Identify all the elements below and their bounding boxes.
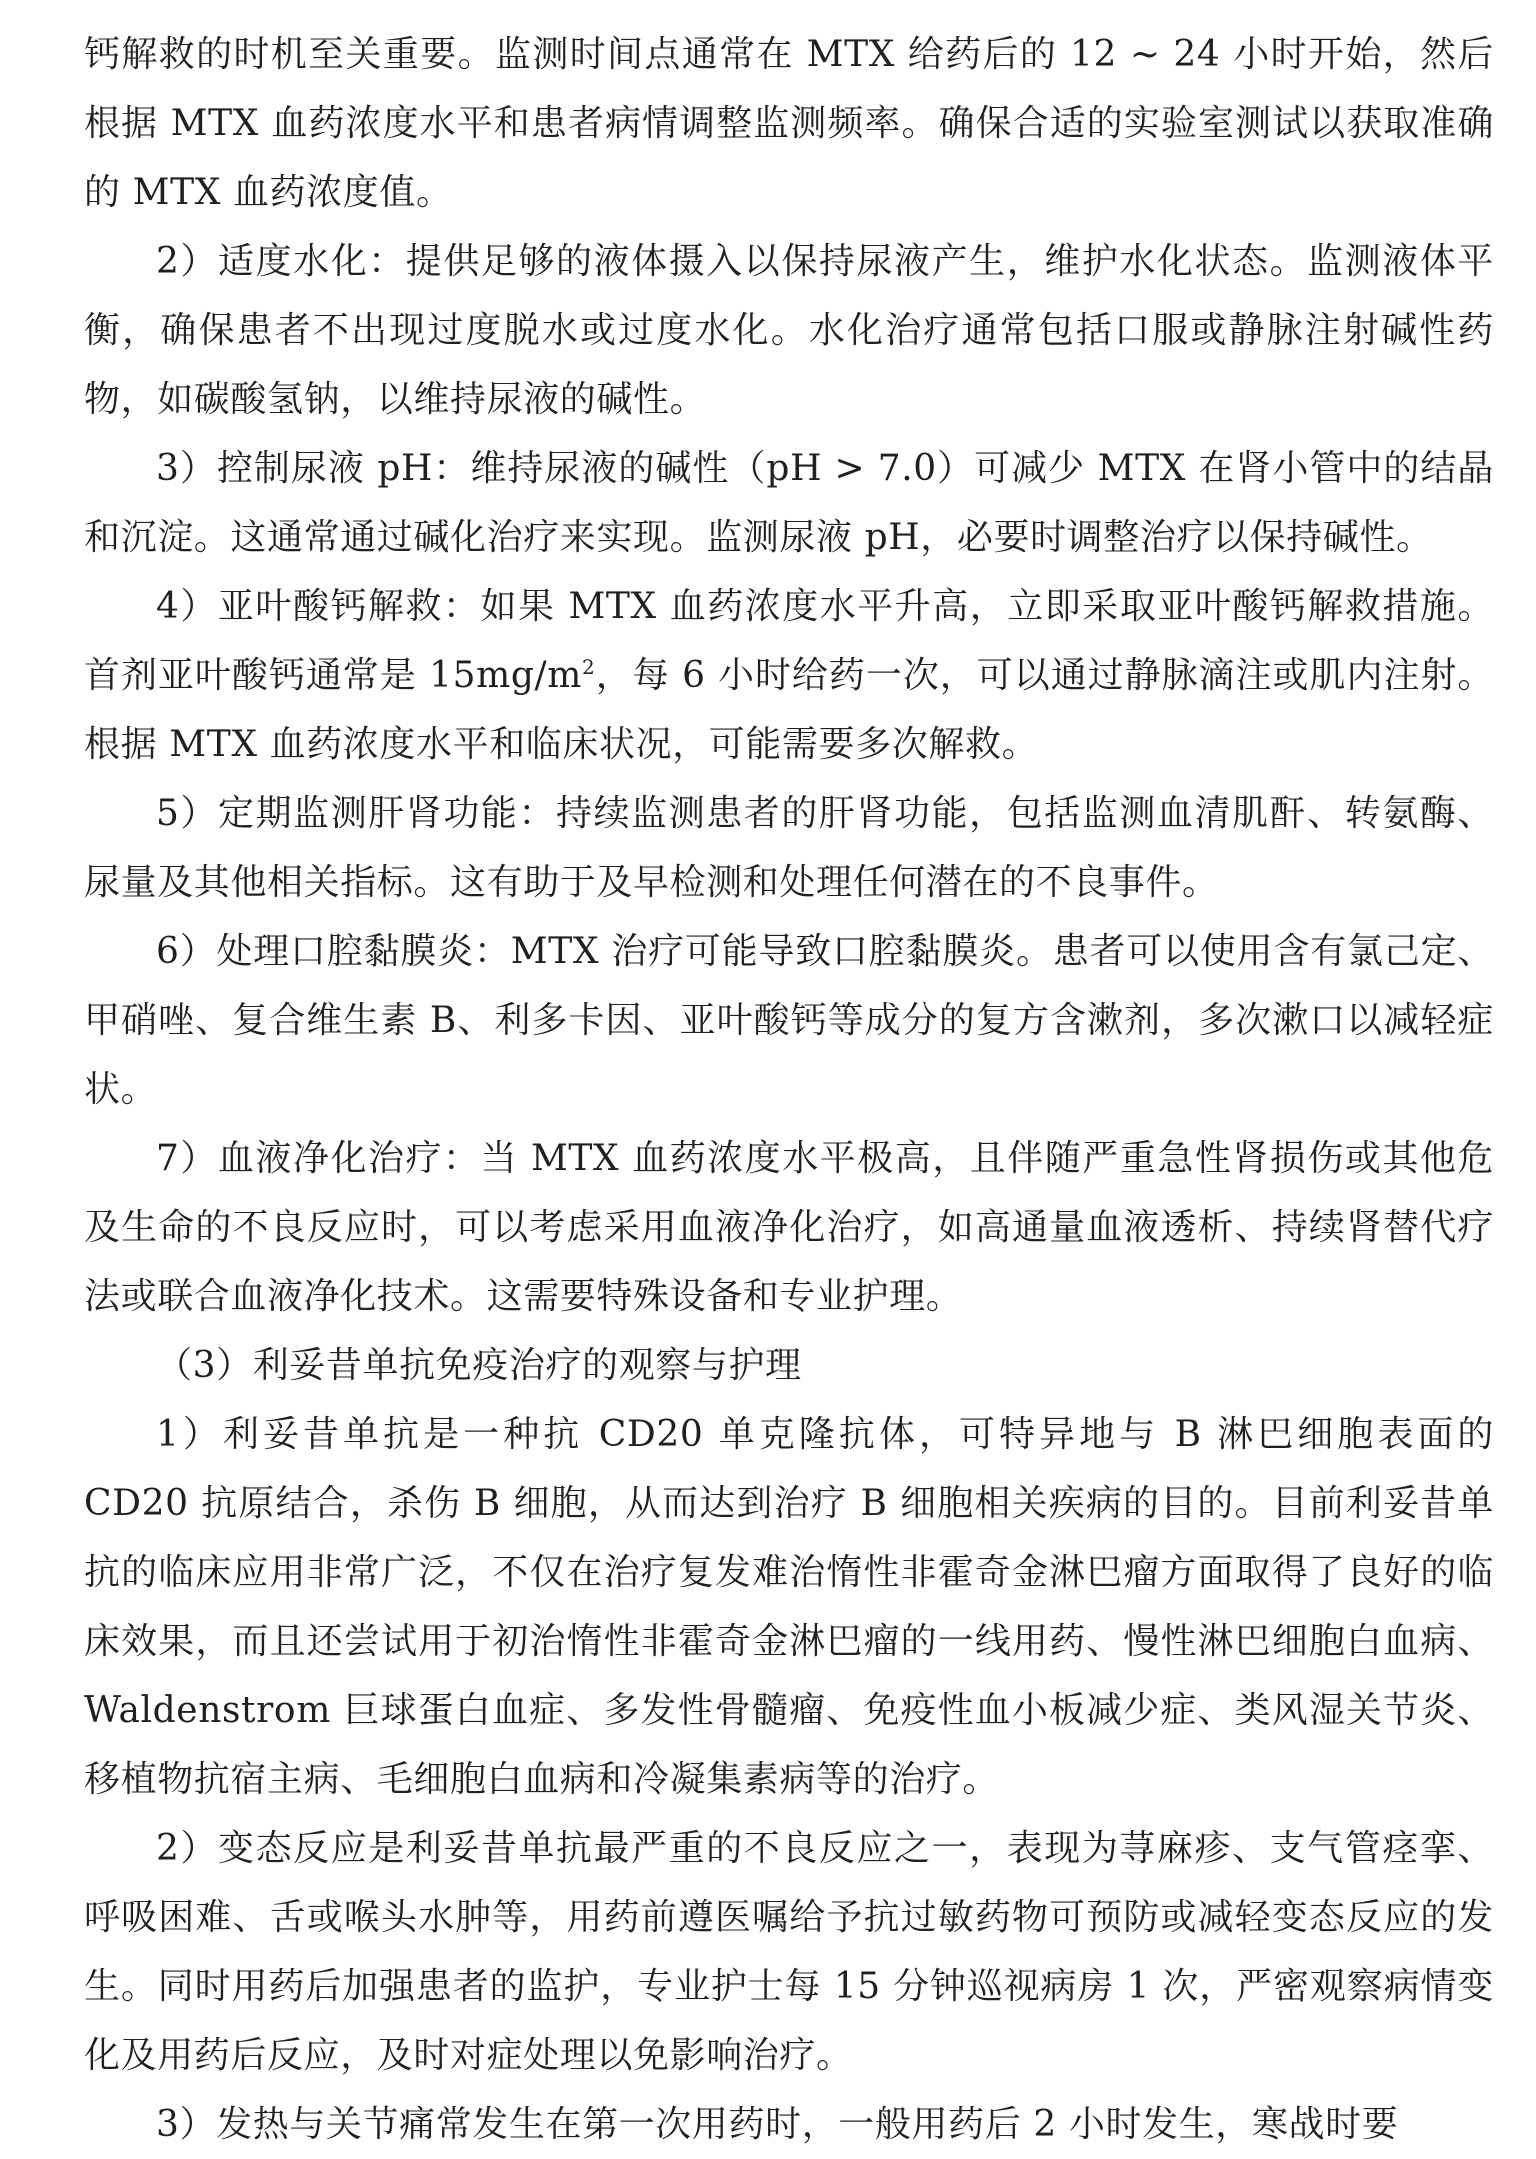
- paragraph-urine-ph: 3）控制尿液 pH：维持尿液的碱性（pH > 7.0）可减少 MTX 在肾小管中的结晶和沉淀。这通常通过碱化治疗来实现。监测尿液 pH，必要时调整治疗以保持碱性。: [84, 448, 1494, 558]
- document-page: [84, 20, 1494, 2159]
- paragraph-leucovorin-rescue: [84, 572, 1494, 779]
- paragraph-liver-kidney-monitoring: 5）定期监测肝肾功能：持续监测患者的肝肾功能，包括监测血清肌酐、转氨酶、尿量及其他相关指标。这有助于及早检测和处理任何潜在的不良事件。: [84, 793, 1494, 903]
- paragraph-fever-joint-pain: 3）发热与关节痛常发生在第一次用药时，一般用药后 2 小时发生，寒战时要: [156, 2104, 1399, 2145]
- paragraph-blood-purification: 7）血液净化治疗：当 MTX 血药浓度水平极高，且伴随严重急性肾损伤或其他危及生命的不良反应时，可以考虑采用血液净化治疗，如高通量血液透析、持续肾替代疗法或联合血液净化技术。这需要特殊设备和专业护理。: [84, 1138, 1494, 1317]
- superscript-exponent: 2: [582, 655, 596, 679]
- paragraph-calcium-rescue-timing: 钙解救的时机至关重要。监测时间点通常在 MTX 给药后的 12 ~ 24 小时开始，然后根据 MTX 血药浓度水平和患者病情调整监测频率。确保合适的实验室测试以获取准确的 MTX 血药浓度值。: [84, 34, 1494, 213]
- paragraph-hydration: 2）适度水化：提供足够的液体摄入以保持尿液产生，维护水化状态。监测液体平衡，确保患者不出现过度脱水或过度水化。水化治疗通常包括口服或静脉注射碱性药物，如碳酸氢钠，以维持尿液的碱性。: [84, 241, 1494, 420]
- paragraph-rituximab-overview: 1）利妥昔单抗是一种抗 CD20 单克隆抗体，可特异地与 B 淋巴细胞表面的 CD20 抗原结合，杀伤 B 细胞，从而达到治疗 B 细胞相关疾病的目的。目前利妥昔单抗的临床应用非常广泛，不仅在治疗复发难治惰性非霍奇金淋巴瘤方面取得了良好的临床效果，而且还尝试用于初治惰性非霍奇金淋巴瘤的一线用药、慢性淋巴细胞白血病、Waldenstrom 巨球蛋白血症、多发性骨髓瘤、免疫性血小板减少症、类风湿关节炎、移植物抗宿主病、毛细胞白血病和冷凝集素病等的治疗。: [84, 1414, 1494, 1800]
- paragraph-oral-mucositis: 6）处理口腔黏膜炎：MTX 治疗可能导致口腔黏膜炎。患者可以使用含有氯己定、甲硝唑、复合维生素 B、利多卡因、亚叶酸钙等成分的复方含漱剂，多次漱口以减轻症状。: [84, 931, 1494, 1110]
- section-heading-rituximab: （3）利妥昔单抗免疫治疗的观察与护理: [156, 1345, 802, 1386]
- leucovorin-text-after: ，每 6 小时给药一次，可以通过静脉滴注或肌内注射。根据 MTX 血药浓度水平和临床状况，可能需要多次解救。: [84, 655, 1494, 765]
- leucovorin-text-before: 4）亚叶酸钙解救：如果 MTX 血药浓度水平升高，立即采取亚叶酸钙解救措施。首剂亚叶酸钙通常是 15mg/m: [84, 586, 1494, 696]
- paragraph-allergic-reaction: 2）变态反应是利妥昔单抗最严重的不良反应之一，表现为荨麻疹、支气管痉挛、呼吸困难、舌或喉头水肿等，用药前遵医嘱给予抗过敏药物可预防或减轻变态反应的发生。同时用药后加强患者的监护，专业护士每 15 分钟巡视病房 1 次，严密观察病情变化及用药后反应，及时对症处理以免影响治疗。: [84, 1828, 1494, 2076]
